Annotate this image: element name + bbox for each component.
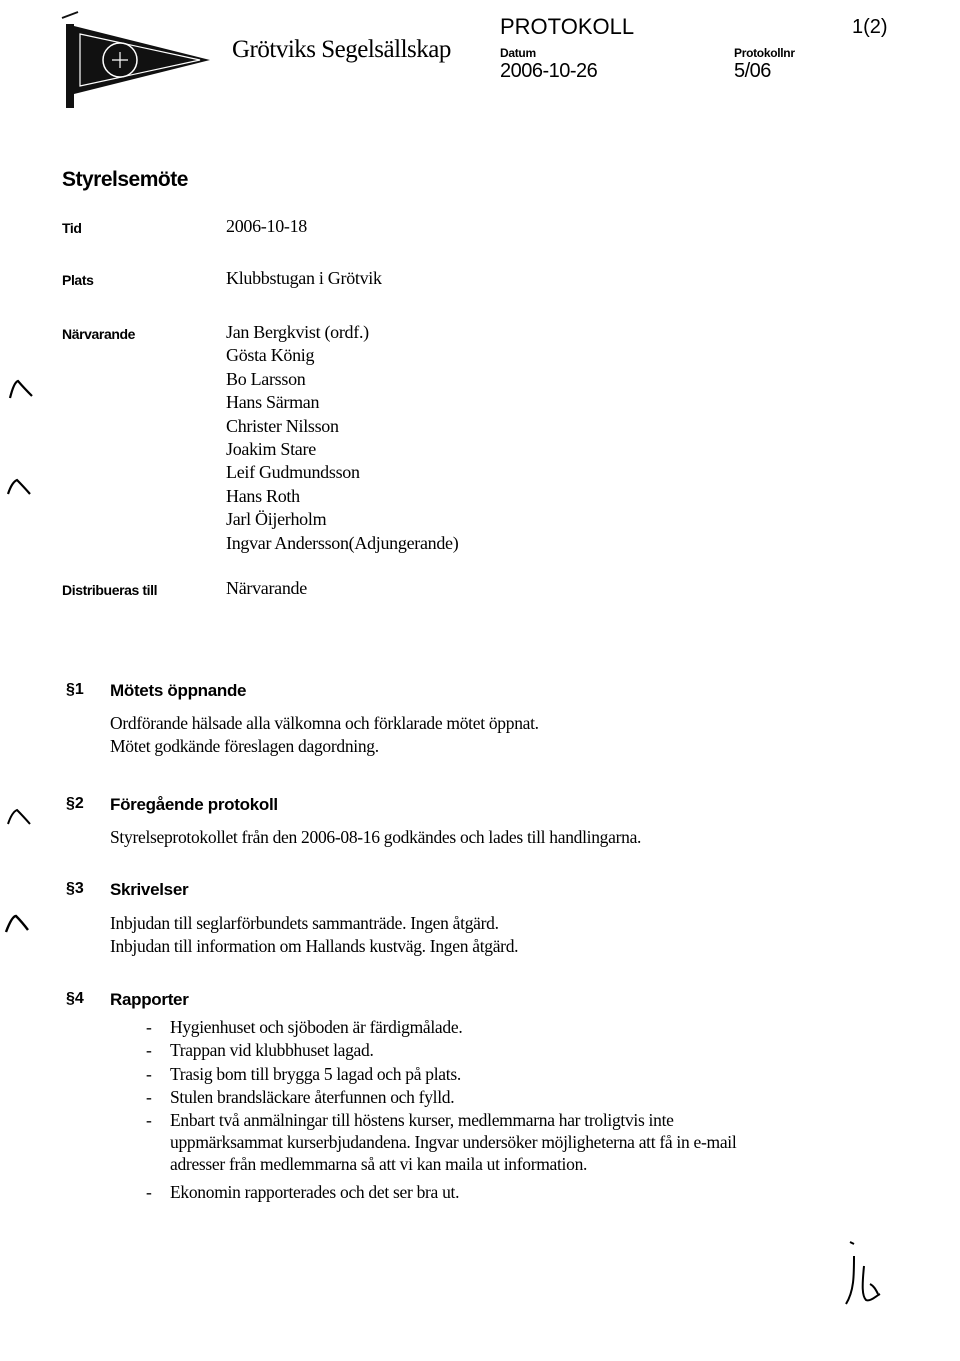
attendee: Jan Bergkvist (ordf.) (226, 322, 369, 342)
protocol-number-label: Protokollnr (734, 46, 795, 60)
place-label: Plats (62, 272, 94, 288)
section-body (110, 912, 518, 958)
section-line: Mötet godkände föreslagen dagordning. (110, 736, 379, 756)
document-type: PROTOKOLL (500, 14, 635, 39)
page-number: 1(2) (852, 16, 888, 38)
section-line: Ordförande hälsade alla välkomna och förklarade mötet öppnat. (110, 713, 539, 733)
date-label: Datum (500, 46, 536, 60)
section-line: Inbjudan till information om Hallands kustväg. Ingen åtgärd. (110, 936, 519, 956)
present-label: Närvarande (62, 326, 136, 342)
report-item (146, 1086, 786, 1108)
report-list (146, 1016, 786, 1204)
attendee: Christer Nilsson (226, 415, 339, 436)
handwritten-initials (832, 1236, 892, 1316)
section-heading: Skrivelser (110, 880, 189, 899)
section-number: §3 (66, 880, 84, 897)
report-item (146, 1109, 786, 1175)
section-number: §4 (66, 990, 84, 1007)
bullet-dash: - (146, 1063, 152, 1084)
organization-name: Grötviks Segelsällskap (232, 36, 451, 63)
time-label: Tid (62, 220, 82, 236)
attendee: Hans Roth (226, 485, 300, 506)
report-text: Enbart två anmälningar till höstens kurser, medlemmarna har troligtvis inte uppmärksammat kurserbjudandena. Ingvar undersöker möjligheterna att få in e-mail adresser från medlemmarna så att vi kan maila ut information. (170, 1110, 737, 1175)
attendee: Ingvar Andersson(Adjungerande) (226, 532, 459, 553)
bullet-dash: - (146, 1182, 152, 1203)
time-value: 2006-10-18 (226, 216, 307, 236)
club-pennant-logo (60, 10, 220, 110)
bullet-dash: - (146, 1040, 152, 1061)
bullet-dash: - (146, 1086, 152, 1107)
report-item (146, 1039, 786, 1061)
section-number: §1 (66, 681, 84, 698)
report-text: Trasig bom till brygga 5 lagad och på plats. (170, 1063, 461, 1084)
section-number: §2 (66, 795, 84, 812)
attendee: Hans Särman (226, 392, 320, 413)
report-text: Ekonomin rapporterades och det ser bra ut. (170, 1182, 460, 1203)
attendee: Joakim Stare (226, 439, 316, 460)
report-text: Stulen brandsläckare återfunnen och fylld. (170, 1086, 455, 1107)
check-mark-icon (6, 476, 32, 498)
check-mark-icon (8, 378, 34, 400)
distribution-label: Distribueras till (62, 582, 158, 598)
attendee: Bo Larsson (226, 368, 306, 389)
bullet-dash: - (146, 1017, 152, 1037)
report-item (146, 1016, 786, 1038)
section-heading: Mötets öppnande (110, 681, 247, 700)
report-text: Hygienhuset och sjöboden är färdigmålade. (170, 1017, 463, 1037)
attendee: Leif Gudmundsson (226, 462, 360, 483)
attendee-list (226, 321, 458, 555)
protocol-number-value: 5/06 (734, 60, 771, 82)
report-text: Trappan vid klubbhuset lagad. (170, 1040, 374, 1061)
distribution-value: Närvarande (226, 578, 307, 598)
section-body (110, 712, 539, 758)
check-mark-icon (6, 806, 32, 828)
section-heading: Rapporter (110, 990, 189, 1009)
attendee: Gösta König (226, 345, 315, 366)
section-line: Styrelseprotokollet från den 2006-08-16 godkändes och lades till handlingarna. (110, 827, 642, 847)
section-line: Inbjudan till seglarförbundets sammanträde. Ingen åtgärd. (110, 913, 499, 933)
report-item (146, 1181, 786, 1203)
page-title: Styrelsemöte (62, 168, 188, 191)
section-body (110, 826, 641, 849)
section-heading: Föregående protokoll (110, 795, 278, 814)
place-value: Klubbstugan i Grötvik (226, 268, 382, 288)
bullet-dash: - (146, 1110, 152, 1131)
date-value: 2006-10-26 (500, 60, 598, 82)
attendee: Jarl Öijerholm (226, 509, 327, 530)
report-item (146, 1063, 786, 1085)
check-mark-icon (4, 912, 30, 934)
